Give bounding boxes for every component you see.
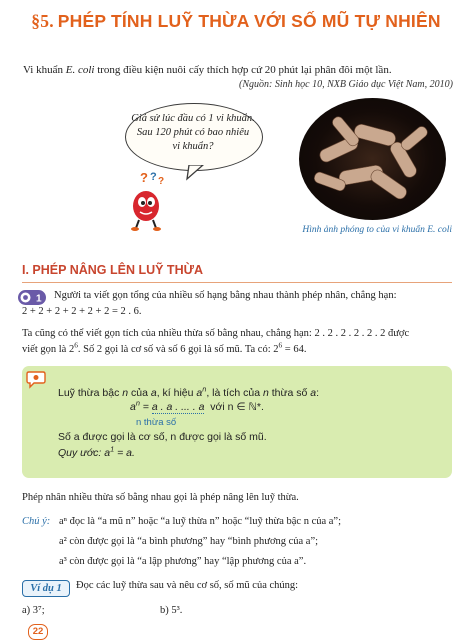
section-divider <box>22 282 452 283</box>
species-name: E. coli <box>65 64 95 76</box>
definition-text: Luỹ thừa bậc n của a, kí hiệu $a^n$, là tích của n thừa số a: <box>58 384 320 399</box>
example-item-b: b) 5³. <box>160 605 183 616</box>
example-label: Ví dụ 1 <box>22 580 70 597</box>
section-heading: I. PHÉP NÂNG LÊN LUỸ THỪA <box>22 263 203 277</box>
activity-example: 2 + 2 + 2 + 2 + 2 + 2 = 2 . 6. <box>22 306 142 317</box>
definition-formula: $a^n = a$ . a . ... . a với n ∈ ℕ*. <box>130 398 264 413</box>
activity-text: Người ta viết gọn tổng của nhiều số hạng bằng nhau thành phép nhân, chẳng hạn: <box>54 290 397 301</box>
activity-icon <box>18 290 46 305</box>
speech-icon <box>26 369 46 389</box>
note-label: Chú ý: <box>22 516 51 527</box>
activity-number: 1 <box>36 293 42 305</box>
source-citation: (Nguồn: Sinh học 10, NXB Giáo dục Việt Nam, 2010) <box>239 79 453 90</box>
page-title <box>0 11 472 32</box>
svg-text:?: ? <box>158 176 165 187</box>
svg-text:?: ? <box>140 170 148 185</box>
note-line-3: a³ còn được gọi là “a lập phương” hay “lập phương của a”. <box>59 556 307 567</box>
note-line-2: a² còn được gọi là “a bình phương” hay “bình phương của a”; <box>59 536 319 547</box>
brace-label: n thừa số <box>136 417 177 428</box>
bubble-tail <box>183 165 213 185</box>
mascot-icon <box>126 170 170 232</box>
note-line-1: aⁿ đọc là “a mũ n” hoặc “a luỹ thừa n” hoặc “luỹ thừa bậc n của a”; <box>59 516 342 527</box>
paragraph-power: viết gọn là $2^6$. Số 2 gọi là cơ số và số 6 gọi là số mũ. Ta có: $2^6 = 64$. <box>22 340 307 355</box>
bacteria-image <box>299 98 446 220</box>
definition-convention: Quy ước: $a^1 = a$. <box>58 444 135 459</box>
bubble-question: Giả sử lúc đầu có 1 vi khuẩn. Sau 120 phút có bao nhiêu vi khuẩn? <box>131 113 255 152</box>
lesson-title: PHÉP TÍNH LUỸ THỪA VỚI SỐ MŨ TỰ NHIÊN <box>57 11 441 31</box>
definition-box <box>22 366 452 478</box>
bacteria-photo <box>299 98 446 220</box>
page-number: 22 <box>28 624 48 640</box>
example-text: Đọc các luỹ thừa sau và nêu cơ số, số mũ của chúng: <box>76 580 299 591</box>
lesson-number: §5. <box>31 11 54 31</box>
intro-paragraph: Vi khuẩn E. coli trong điều kiện nuôi cấy thích hợp cứ 20 phút lại phân đôi một lần. <box>23 64 392 76</box>
paragraph-product: Ta cũng có thể viết gọn tích của nhiều thừa số bằng nhau, chẳng hạn: 2 . 2 . 2 . 2 . 2 . 2 được <box>22 328 410 339</box>
definition-base-exponent: Số a được gọi là cơ số, n được gọi là số mũ. <box>58 431 267 443</box>
example-item-a: a) 3⁷; <box>22 605 45 616</box>
image-caption: Hình ảnh phóng to của vi khuẩn E. coli <box>302 225 452 235</box>
svg-text:?: ? <box>150 171 157 183</box>
paragraph-definition: Phép nhân nhiều thừa số bằng nhau gọi là phép nâng lên luỹ thừa. <box>22 492 299 503</box>
